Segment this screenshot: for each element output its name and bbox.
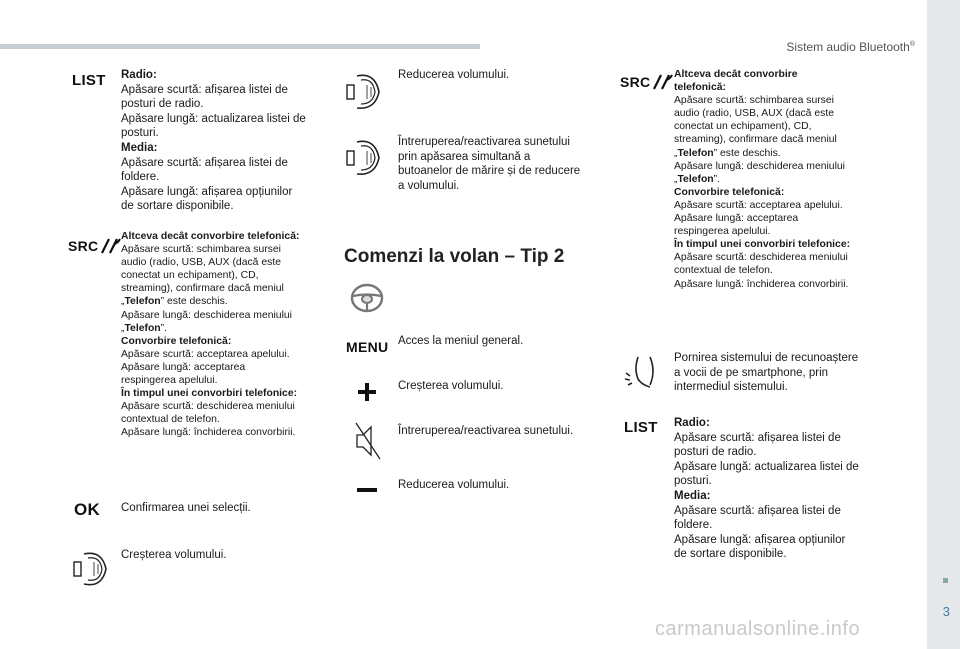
text-line: telefonică:	[674, 82, 726, 94]
text-line: Apăsare scurtă: schimbarea sursei	[121, 244, 281, 256]
text-line: Apăsare scurtă: deschiderea meniului	[121, 401, 295, 413]
ok-description: Confirmarea unei selecții.	[121, 502, 251, 514]
text-line: Apăsare scurtă: afișarea listei de	[674, 504, 841, 517]
text-line: Apăsare lungă: acceptarea	[674, 213, 799, 225]
text-line: posturi.	[674, 475, 712, 488]
text-line: Apăsare lungă: afișarea opțiunilor	[674, 533, 846, 546]
page-number: 3	[942, 604, 950, 619]
text-line: Altceva decât convorbire	[674, 69, 798, 80]
page-side-tab	[927, 0, 960, 649]
text-line: Radio:	[121, 69, 157, 81]
text-line: posturi.	[121, 127, 159, 140]
ok-button-icon: OK	[74, 500, 101, 519]
text-line: „Telefon” este deschis.	[121, 296, 228, 308]
mute-description	[398, 135, 580, 193]
volume-down-wheel-icon	[345, 72, 385, 112]
text-line: Apăsare lungă: afișarea opțiunilor	[121, 185, 293, 198]
src-phone-icon: SRC	[68, 238, 122, 254]
text-line: streaming), confirmare dacă meniul	[674, 134, 837, 146]
text-line: a volumului.	[398, 179, 460, 192]
text-line: respingerea apelului.	[674, 226, 771, 238]
menu-button-icon: MENU	[346, 339, 389, 355]
page-header: Sistem audio Bluetooth®	[786, 40, 915, 54]
text-line: conectat un echipament), CD,	[674, 121, 812, 133]
minus-description: Reducerea volumului.	[398, 479, 510, 491]
text-line: butoanelor de mărire și de reducere	[398, 165, 581, 178]
text-line: contextual de telefon.	[121, 414, 220, 426]
text-line: conectat un echipament), CD,	[121, 270, 259, 282]
plus-icon	[357, 382, 377, 402]
text-line: posturi de radio.	[674, 446, 757, 459]
menu-description: Acces la meniul general.	[398, 335, 524, 347]
text-line: audio (radio, USB, AUX (dacă este	[121, 257, 281, 269]
src-phone-icon-2: SRC	[620, 74, 674, 90]
list-button-icon: LIST	[72, 72, 106, 89]
volume-down-description: Reducerea volumului.	[398, 69, 510, 81]
text-line: Apăsare lungă: actualizarea listei de	[674, 460, 859, 473]
text-line: posturi de radio.	[121, 98, 204, 111]
text-line: În timpul unei convorbiri telefonice:	[121, 388, 298, 400]
text-line: audio (radio, USB, AUX (dacă este	[674, 108, 834, 120]
text-line: Apăsare scurtă: afișarea listei de	[674, 431, 841, 444]
text-line: a vocii de pe smartphone, prin	[674, 366, 829, 379]
text-line: de sortare disponibile.	[674, 548, 787, 561]
text-line: de sortare disponibile.	[121, 200, 234, 213]
page-marker	[943, 578, 948, 583]
mute-speaker-icon	[355, 422, 381, 460]
top-accent-bar	[0, 44, 480, 49]
text-line: Apăsare lungă: deschiderea meniului	[121, 309, 292, 321]
src-description-2	[674, 68, 850, 291]
plus-description: Creșterea volumului.	[398, 380, 504, 392]
text-line: Media:	[674, 489, 711, 502]
text-line: respingerea apelului.	[121, 375, 218, 387]
list-description	[121, 68, 306, 214]
text-line: Apăsare lungă: închiderea convorbirii.	[121, 427, 296, 439]
list-button-icon-2: LIST	[624, 419, 658, 436]
watermark: carmanualsonline.info	[655, 618, 861, 640]
text-line: Apăsare scurtă: afișarea listei de	[121, 83, 288, 96]
text-line: Media:	[121, 141, 158, 154]
text-line: În timpul unei convorbiri telefonice:	[674, 239, 851, 251]
mute-wheel-icon	[345, 138, 385, 178]
steering-wheel-icon	[350, 283, 384, 313]
minus-icon	[357, 487, 377, 493]
text-line: streaming), confirmare dacă meniul	[121, 283, 284, 295]
text-line: Apăsare scurtă: afișarea listei de	[121, 156, 288, 169]
voice-description	[674, 351, 858, 395]
text-line: Apăsare lungă: deschiderea meniului	[674, 160, 845, 172]
mute2-description: Întreruperea/reactivarea sunetului.	[398, 425, 574, 437]
text-line: Convorbire telefonică:	[674, 186, 785, 198]
text-line: Radio:	[674, 417, 710, 429]
text-line: foldere.	[121, 171, 160, 184]
volume-up-description: Creșterea volumului.	[121, 549, 227, 561]
voice-command-icon	[624, 355, 658, 389]
section-heading: Comenzi la volan – Tip 2	[344, 246, 565, 267]
text-line: Convorbire telefonică:	[121, 335, 232, 347]
src-description	[121, 230, 299, 440]
text-line: Apăsare scurtă: schimbarea sursei	[674, 95, 834, 107]
text-line: Apăsare scurtă: deschiderea meniului	[674, 252, 848, 264]
text-line: Apăsare lungă: actualizarea listei de	[121, 112, 306, 125]
text-line: prin apăsarea simultană a	[398, 150, 531, 163]
text-line: foldere.	[674, 519, 713, 532]
text-line: „Telefon”.	[674, 173, 721, 185]
text-line: Întreruperea/reactivarea sunetului	[398, 136, 570, 148]
text-line: Apăsare scurtă: acceptarea apelului.	[121, 348, 290, 360]
text-line: Apăsare lungă: închiderea convorbirii.	[674, 278, 849, 290]
text-line: Apăsare scurtă: acceptarea apelului.	[674, 199, 843, 211]
text-line: Pornirea sistemului de recunoaștere	[674, 352, 859, 364]
text-line: intermediul sistemului.	[674, 381, 788, 394]
list-description-2	[674, 416, 859, 562]
text-line: Altceva decât convorbire telefonică:	[121, 231, 300, 242]
text-line: „Telefon”.	[121, 322, 168, 334]
volume-wheel-icon	[72, 550, 112, 588]
text-line: contextual de telefon.	[674, 265, 773, 277]
text-line: „Telefon” este deschis.	[674, 147, 781, 159]
text-line: Apăsare lungă: acceptarea	[121, 361, 246, 373]
